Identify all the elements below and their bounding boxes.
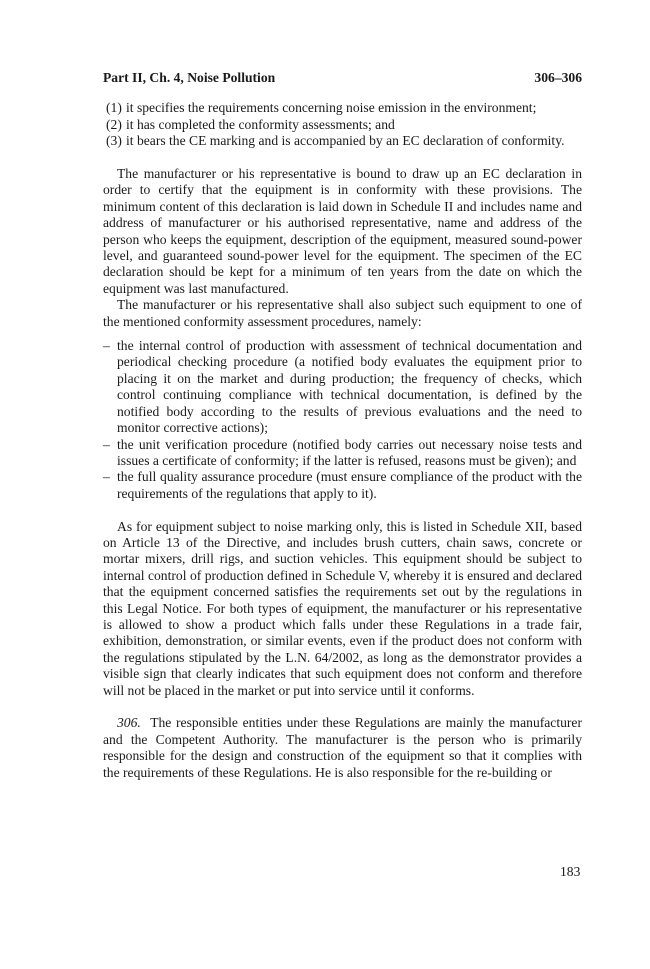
header-paragraph-range: 306–306	[534, 70, 582, 85]
list-item	[103, 100, 582, 116]
page-number: 183	[560, 864, 581, 879]
paragraph-306	[103, 715, 582, 781]
paragraph-ec-declaration: The manufacturer or his representative is bound to draw up an EC declaration in order to certify that the equipment is in conformity with these provisions. The minimum content of this declaration is laid down in Schedule II and includes name and address of manufacturer or his authorised representative, name and address of the person who keeps the equipment, description of the equipment, measured sound-power level, and guaranteed sound-power level for the equipment. The specimen of the EC declaration should be kept for a minimum of ten years from the date on which the equipment was last manufactured.	[103, 166, 582, 296]
list-item-text: the full quality assurance procedure (must ensure compliance of the product with the requirements of the regulations that apply to it).	[117, 469, 582, 501]
list-item-dash: –	[103, 436, 110, 452]
list-item-text: it has completed the conformity assessments; and	[126, 116, 395, 132]
paragraph-number: 306.	[117, 715, 141, 731]
list-item-text: the internal control of production with assessment of technical documentation and periodical checking procedure (a notified body evaluates the equipment prior to placing it on the market and during production; the frequency of checks, which control continuing compliance with technical documentation, is defined by the notified body according to the results of previous evaluations and the need to monitor corrective actions);	[117, 338, 582, 436]
conformity-conditions-list	[103, 100, 582, 149]
list-item-text: it bears the CE marking and is accompanied by an EC declaration of conformity.	[126, 133, 565, 149]
running-header	[103, 70, 582, 86]
assessment-procedures-list	[103, 338, 582, 502]
list-item-dash: –	[103, 338, 110, 354]
list-item	[103, 117, 582, 133]
paragraph-assessment-intro: The manufacturer or his representative shall also subject such equipment to one of the mentioned conformity assessment procedures, namely:	[103, 297, 582, 329]
list-item-number: (1)	[106, 100, 122, 116]
paragraph-noise-marking: As for equipment subject to noise marking only, this is listed in Schedule XII, based on Article 13 of the Directive, and includes brush cutters, chain saws, concrete or mortar mixers, drill rigs, and suction vehicles. This equipment should be subject to internal control of production defined in Schedule V, whereby it is ensured and declared that the equipment concerned satisfies the requirements set out by the regulations in this Legal Notice. For both types of equipment, the manufacturer or his representative is allowed to show a product which falls under these Regulations in a trade fair, exhibition, demonstration, or similar events, even if the product does not conform with the regulations stipulated by the L.N. 64/2002, as long as the demonstrator provides a visible sign that clearly indicates that such equipment does not conform and therefore will not be placed in the market or put into service until it conforms.	[103, 518, 582, 698]
list-item-number: (3)	[106, 133, 122, 149]
list-item-number: (2)	[106, 116, 122, 132]
list-item	[103, 437, 582, 470]
list-item	[103, 133, 582, 149]
list-item	[103, 469, 582, 502]
list-item-text: it specifies the requirements concerning noise emission in the environment;	[126, 100, 537, 116]
document-page	[103, 70, 582, 781]
paragraph-text: The responsible entities under these Regulations are mainly the manufacturer and the Competent Authority. The manufacturer is the person who is primarily responsible for the design and construction of the equipment so that it complies with the requirements of these Regulations. He is also responsible for the re-building or	[103, 715, 582, 780]
header-chapter-title: Part II, Ch. 4, Noise Pollution	[103, 70, 276, 85]
list-item-dash: –	[103, 469, 110, 485]
list-item-text: the unit verification procedure (notified body carries out necessary noise tests and issues a certificate of conformity; if the latter is refused, reasons must be given); and	[117, 436, 582, 468]
list-item	[103, 338, 582, 436]
